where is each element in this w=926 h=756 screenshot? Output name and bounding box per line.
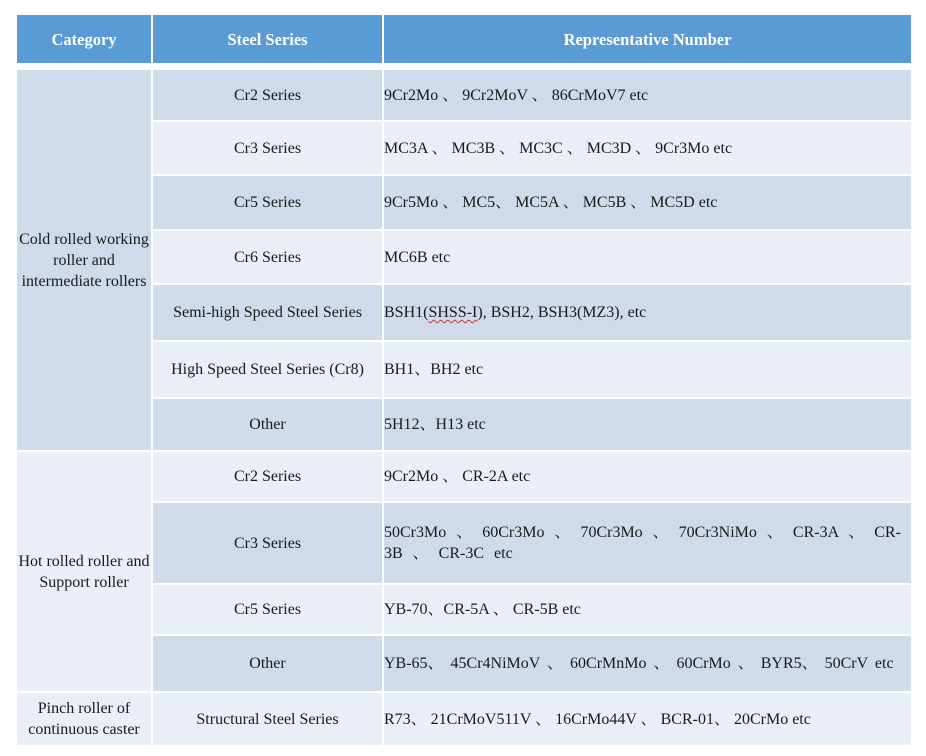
table-row xyxy=(16,69,912,121)
representative-cell: BH1、BH2 etc xyxy=(383,341,912,398)
series-cell: High Speed Steel Series (Cr8) xyxy=(152,341,383,398)
representative-cell: YB-70、CR-5A 、 CR-5B etc xyxy=(383,584,912,635)
representative-cell: YB-65、 45Cr4NiMoV 、 60CrMnMo 、 60CrMo 、 BYR5、 50CrV etc xyxy=(383,635,912,692)
header-representative-number: Representative Number xyxy=(383,14,912,64)
representative-cell: R73、 21CrMoV511V 、 16CrMo44V 、 BCR-01、 20CrMo etc xyxy=(383,692,912,746)
representative-cell: MC3A 、 MC3B 、 MC3C 、 MC3D 、 9Cr3Mo etc xyxy=(383,121,912,175)
category-cell: Cold rolled working roller and intermediate rollers xyxy=(16,69,152,451)
series-cell: Cr6 Series xyxy=(152,230,383,284)
series-cell: Cr2 Series xyxy=(152,69,383,121)
table-body xyxy=(16,69,912,746)
series-cell: Semi-high Speed Steel Series xyxy=(152,284,383,341)
series-cell: Cr2 Series xyxy=(152,451,383,502)
table-row xyxy=(16,692,912,746)
category-cell: Pinch roller of continuous caster xyxy=(16,692,152,746)
representative-cell: 9Cr5Mo 、 MC5、 MC5A 、 MC5B 、 MC5D etc xyxy=(383,175,912,230)
header-steel-series: Steel Series xyxy=(152,14,383,64)
series-cell: Cr3 Series xyxy=(152,121,383,175)
series-cell: Cr5 Series xyxy=(152,175,383,230)
steel-series-table xyxy=(15,13,913,747)
series-cell: Other xyxy=(152,635,383,692)
series-cell: Cr3 Series xyxy=(152,502,383,584)
table-header xyxy=(16,14,912,69)
representative-cell: 50Cr3Mo 、 60Cr3Mo 、 70Cr3Mo 、 70Cr3NiMo 、 CR-3A 、 CR-3B 、 CR-3C etc xyxy=(383,502,912,584)
table-row xyxy=(16,451,912,502)
series-cell: Cr5 Series xyxy=(152,584,383,635)
representative-text-c: ), BSH2, BSH3(MZ3), etc xyxy=(477,304,647,321)
series-cell: Other xyxy=(152,398,383,451)
representative-text-spellcheck: SHSS-I xyxy=(428,304,478,321)
header-category: Category xyxy=(16,14,152,64)
representative-text-a: BSH1( xyxy=(384,304,429,321)
representative-cell xyxy=(383,284,912,341)
representative-cell: 5H12、H13 etc xyxy=(383,398,912,451)
representative-cell: 9Cr2Mo 、 CR-2A etc xyxy=(383,451,912,502)
series-cell: Structural Steel Series xyxy=(152,692,383,746)
representative-cell: MC6B etc xyxy=(383,230,912,284)
category-cell: Hot rolled roller and Support roller xyxy=(16,451,152,692)
representative-cell: 9Cr2Mo 、 9Cr2MoV 、 86CrMoV7 etc xyxy=(383,69,912,121)
